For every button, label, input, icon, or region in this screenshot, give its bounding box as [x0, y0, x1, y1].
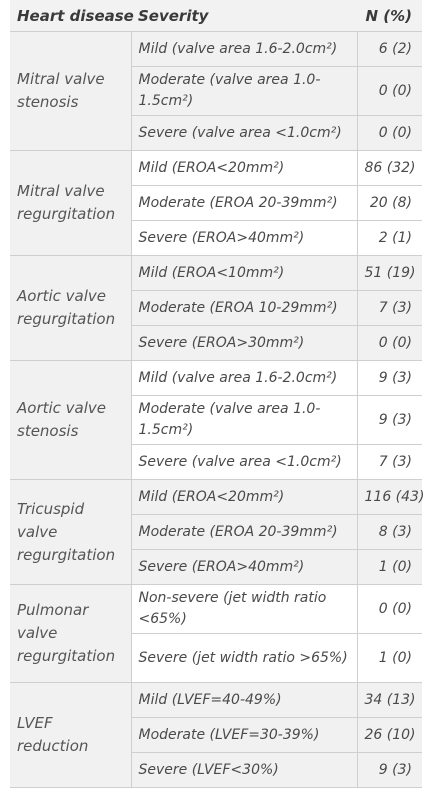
severity-cell: Non-severe (jet width ratio <65%)	[131, 585, 357, 634]
severity-cell: Moderate (EROA 20-39mm²)	[131, 186, 357, 221]
table-row	[10, 480, 422, 515]
table-row	[10, 256, 422, 291]
table-container	[10, 0, 425, 788]
severity-cell: Moderate (EROA 20-39mm²)	[131, 515, 357, 550]
heart-disease-table	[10, 0, 425, 788]
count-percent-cell: 0 (0)	[357, 326, 422, 361]
count-percent-cell: 8 (3)	[357, 515, 422, 550]
count-percent-cell: 1 (0)	[357, 634, 422, 683]
count-percent-cell: 0 (0)	[357, 585, 422, 634]
severity-cell: Mild (valve area 1.6-2.0cm²)	[131, 32, 357, 67]
severity-cell: Mild (valve area 1.6-2.0cm²)	[131, 361, 357, 396]
count-percent-cell: 0 (0)	[357, 116, 422, 151]
severity-cell: Moderate (EROA 10-29mm²)	[131, 291, 357, 326]
heart-disease-cell: Mitral valve stenosis	[10, 32, 131, 151]
count-percent-cell: 34 (13)	[357, 683, 422, 718]
severity-cell: Moderate (valve area 1.0-1.5cm²)	[131, 67, 357, 116]
severity-cell: Severe (jet width ratio >65%)	[131, 634, 357, 683]
count-percent-cell: 26 (10)	[357, 718, 422, 753]
heart-disease-cell: Pulmonar valve regurgitation	[10, 585, 131, 683]
count-percent-cell: 51 (19)	[357, 256, 422, 291]
heart-disease-cell: Aortic valve regurgitation	[10, 256, 131, 361]
header-n-percent: N (%)	[357, 0, 422, 32]
table-row	[10, 151, 422, 186]
heart-disease-cell: Aortic valve stenosis	[10, 361, 131, 480]
severity-cell: Moderate (LVEF=30-39%)	[131, 718, 357, 753]
count-percent-cell: 20 (8)	[357, 186, 422, 221]
severity-cell: Mild (EROA<20mm²)	[131, 151, 357, 186]
severity-cell: Mild (EROA<20mm²)	[131, 480, 357, 515]
header-severity: Severity	[131, 0, 357, 32]
count-percent-cell: 0 (0)	[357, 67, 422, 116]
severity-cell: Moderate (valve area 1.0-1.5cm²)	[131, 396, 357, 445]
count-percent-cell: 9 (3)	[357, 753, 422, 788]
count-percent-cell: 116 (43)	[357, 480, 422, 515]
count-percent-cell: 7 (3)	[357, 291, 422, 326]
table-row	[10, 361, 422, 396]
table-row	[10, 585, 422, 634]
heart-disease-cell: Mitral valve regurgitation	[10, 151, 131, 256]
severity-cell: Severe (EROA>30mm²)	[131, 326, 357, 361]
count-percent-cell: 9 (3)	[357, 396, 422, 445]
count-percent-cell: 86 (32)	[357, 151, 422, 186]
severity-cell: Severe (LVEF<30%)	[131, 753, 357, 788]
count-percent-cell: 1 (0)	[357, 550, 422, 585]
count-percent-cell: 6 (2)	[357, 32, 422, 67]
table-row	[10, 683, 422, 718]
severity-cell: Severe (EROA>40mm²)	[131, 221, 357, 256]
heart-disease-cell: Tricuspid valve regurgitation	[10, 480, 131, 585]
table-body	[10, 32, 425, 788]
severity-cell: Severe (EROA>40mm²)	[131, 550, 357, 585]
count-percent-cell: 7 (3)	[357, 445, 422, 480]
severity-cell: Mild (LVEF=40-49%)	[131, 683, 357, 718]
severity-cell: Mild (EROA<10mm²)	[131, 256, 357, 291]
header-heart-disease: Heart disease	[10, 0, 131, 32]
severity-cell: Severe (valve area <1.0cm²)	[131, 116, 357, 151]
count-percent-cell: 9 (3)	[357, 361, 422, 396]
heart-disease-cell: LVEF reduction	[10, 683, 131, 788]
table-row	[10, 32, 422, 67]
severity-cell: Severe (valve area <1.0cm²)	[131, 445, 357, 480]
header-row	[10, 0, 422, 32]
count-percent-cell: 2 (1)	[357, 221, 422, 256]
